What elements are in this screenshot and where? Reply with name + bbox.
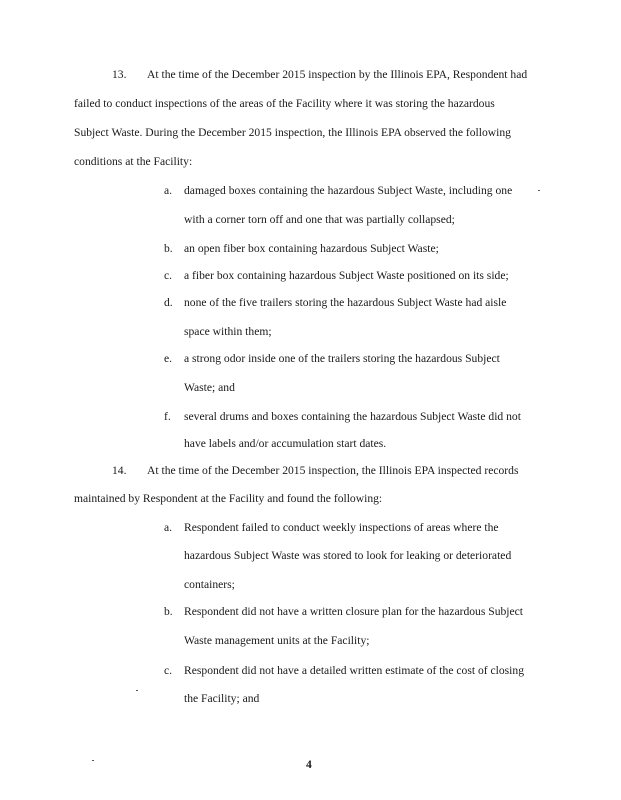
scan-speck — [136, 690, 138, 691]
item-13f-line-2: have labels and/or accumulation start dates. — [184, 437, 387, 450]
item-13d-line-2: space within them; — [184, 325, 272, 338]
item-13e-line-2: Waste; and — [184, 381, 235, 394]
item-14b-line-1: Respondent did not have a written closure plan for the hazardous Subject — [184, 605, 524, 618]
paragraph-13-line-2: failed to conduct inspections of the areas of the Facility where it was storing the hazardous — [74, 97, 495, 110]
paragraph-14-number: 14. — [112, 464, 127, 477]
item-14b-letter: b. — [164, 605, 173, 618]
item-13d-line-1: none of the five trailers storing the hazardous Subject Waste had aisle — [184, 296, 507, 309]
item-13f-line-1: several drums and boxes containing the hazardous Subject Waste did not — [184, 410, 521, 423]
item-13a-letter: a. — [164, 184, 173, 197]
paragraph-13-line-3: Subject Waste. During the December 2015 inspection, the Illinois EPA observed the following — [74, 126, 511, 139]
paragraph-14-line-1: At the time of the December 2015 inspection, the Illinois EPA inspected records — [147, 464, 519, 477]
paragraph-13-number: 13. — [112, 68, 127, 81]
paragraph-13-line-4: conditions at the Facility: — [74, 155, 193, 168]
item-13b-line-1: an open fiber box containing hazardous Subject Waste; — [184, 242, 439, 255]
scan-speck — [538, 190, 540, 191]
item-13e-letter: e. — [164, 352, 173, 365]
item-13a-line-2: with a corner torn off and one that was partially collapsed; — [184, 213, 455, 226]
item-14c-line-2: the Facility; and — [184, 692, 260, 705]
item-14a-letter: a. — [164, 521, 173, 534]
paragraph-14-line-2: maintained by Respondent at the Facility and found the following: — [74, 492, 383, 505]
item-13f-letter: f. — [164, 410, 171, 423]
page-number: 4 — [306, 758, 312, 771]
item-13c-letter: c. — [164, 269, 173, 282]
item-14a-line-2: hazardous Subject Waste was stored to look for leaking or deteriorated — [184, 549, 512, 562]
item-14b-line-2: Waste management units at the Facility; — [184, 634, 370, 647]
item-14c-letter: c. — [164, 664, 173, 677]
item-13d-letter: d. — [164, 296, 173, 309]
scan-speck — [92, 760, 94, 761]
item-13e-line-1: a strong odor inside one of the trailers storing the hazardous Subject — [184, 352, 500, 365]
item-13a-line-1: damaged boxes containing the hazardous Subject Waste, including one — [184, 184, 513, 197]
item-14a-line-3: containers; — [184, 578, 235, 591]
item-14a-line-1: Respondent failed to conduct weekly inspections of areas where the — [184, 521, 499, 534]
paragraph-13-line-1: At the time of the December 2015 inspection by the Illinois EPA, Respondent had — [147, 68, 528, 81]
item-14c-line-1: Respondent did not have a detailed written estimate of the cost of closing — [184, 664, 524, 677]
item-13c-line-1: a fiber box containing hazardous Subject Waste positioned on its side; — [184, 269, 509, 282]
item-13b-letter: b. — [164, 242, 173, 255]
